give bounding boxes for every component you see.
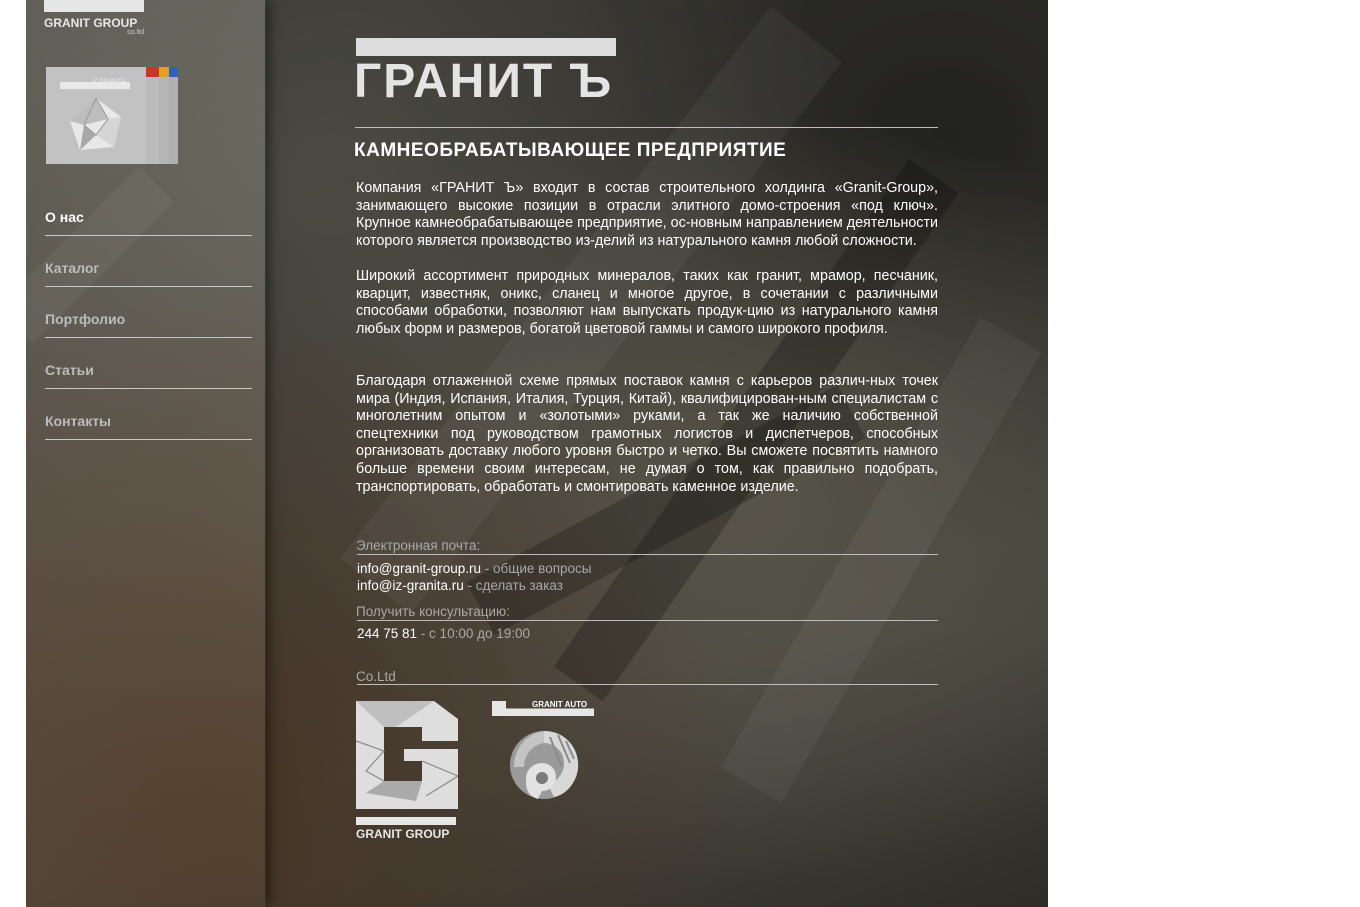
phone-number[interactable]: 244 75 81: [357, 626, 418, 641]
logo-bar: [356, 817, 456, 825]
auto-logo-header: [492, 701, 594, 716]
email-label: Электронная почта:: [356, 538, 481, 553]
email-note: - общие вопросы: [481, 561, 592, 576]
page-subtitle: КАМНЕОБРАБАТЫВАЮЩЕЕ ПРЕДПРИЯТИЕ: [354, 140, 787, 161]
stone-emblem-icon: [66, 95, 126, 155]
nav-label: Каталог: [45, 260, 100, 276]
background-stage: [26, 0, 1048, 907]
granit-auto-company-logo[interactable]: [492, 701, 596, 803]
email-note: - сделать заказ: [463, 578, 563, 593]
email-link-general[interactable]: info@granit-group.ru: [357, 561, 482, 576]
nav-item-contacts[interactable]: [45, 389, 252, 440]
email-link-order[interactable]: info@iz-granita.ru: [357, 578, 464, 593]
nav-item-portfolio[interactable]: [45, 287, 252, 338]
email-divider: [357, 554, 938, 555]
nav-item-about[interactable]: [45, 208, 252, 236]
coltd-divider: [357, 684, 938, 685]
catalog-thumbnail[interactable]: [46, 67, 177, 164]
ram-head-icon: [504, 723, 584, 803]
granit-group-g-icon: [356, 701, 458, 813]
about-paragraph: Компания «ГРАНИТ Ъ» входит в состав строительного холдинга «Granit-Group», занимающего высокие позиции в отрасли элитного домо-строения «под ключ». Крупное камнеобрабатывающее предприятие, ос-новным направлением деятельности которого является производство из-делий из натурального камня любой сложности.: [356, 180, 938, 249]
title-divider: [355, 127, 938, 128]
coltd-label: Co.Ltd: [356, 669, 396, 684]
phone-hours: - с 10:00 до 19:00: [417, 626, 531, 641]
about-paragraph: Широкий ассортимент природных минералов, таких как гранит, мрамор, песчаник, кварцит, известняк, оникс, сланец и многое другое, в сочетании с различными способами обработки, позволяют нам выпускать продук-цию из натурального камня любых форм и размеров, богатой цветовой гаммы и самого широкого профиля.: [356, 268, 938, 337]
nav-label: Контакты: [45, 413, 112, 429]
catalog-cover: [46, 67, 146, 164]
about-paragraph: Благодаря отлаженной схеме прямых поставок камня с карьеров различ-ных точек мира (Индия, Испания, Италия, Турция, Китай), квалифицирован-ным специалистам с многолетним опытом и «золотыми» руками, а так же наличию собственной спецтехники под руководством грамотных логистов и диспетчеров, способных организовать доставку любого уровня быстро и четко. Вы сможете посвятить намного больше времени своим интересам, не думая о том, как правильно подобрать, транспортировать, обработать и смонтировать каменное изделие.: [356, 373, 938, 495]
nav-label: О нас: [45, 209, 84, 225]
sidebar: [26, 0, 265, 907]
page-title: ГРАНИТ Ъ: [354, 55, 614, 108]
logo-caption: GRANIT GROUP: [356, 827, 450, 841]
cover-label: IZ GRANITA: [92, 79, 126, 85]
email-line: [357, 561, 591, 576]
main-content: [266, 0, 1048, 907]
thumb-page: [144, 67, 159, 164]
consult-divider: [357, 620, 938, 621]
logo-caption: GRANIT AUTO: [532, 700, 588, 709]
granit-group-company-logo[interactable]: [356, 701, 458, 841]
nav-item-catalog[interactable]: [45, 236, 252, 287]
granit-group-logo[interactable]: [44, 0, 144, 36]
nav-label: Статьи: [45, 362, 94, 378]
nav-item-articles[interactable]: [45, 338, 252, 389]
logo-bar: [44, 0, 144, 12]
main-nav: [45, 208, 252, 440]
email-line: [357, 578, 563, 593]
nav-label: Портфолио: [45, 311, 126, 327]
red-tab: [145, 67, 159, 77]
brand-suffix: co.ltd: [127, 29, 144, 36]
consult-label: Получить консультацию:: [356, 604, 510, 619]
logo-bar: [492, 701, 506, 716]
brand-name: GRANIT GROUP: [44, 16, 138, 30]
phone-line: [357, 626, 530, 641]
